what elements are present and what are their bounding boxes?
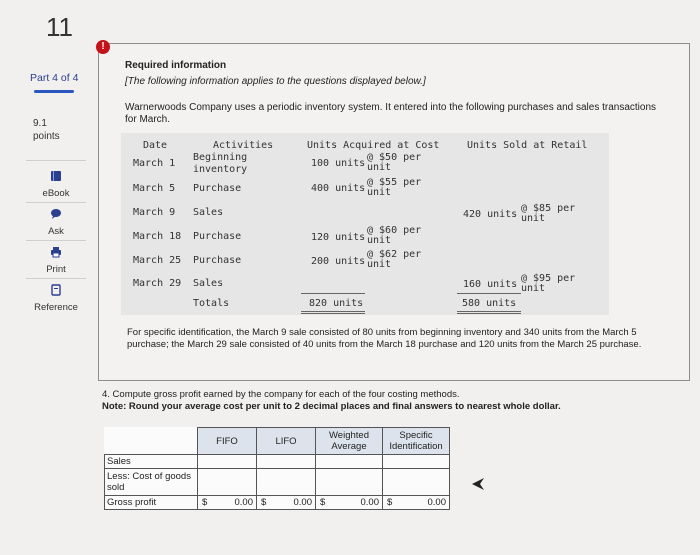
total-units-acquired: 820 units [309, 298, 364, 309]
transactions-table [121, 133, 609, 315]
info-note: [The following information applies to the questions displayed below.] [125, 76, 426, 87]
total-rule [301, 293, 365, 294]
row-activity: Purchase [193, 231, 242, 242]
table-row [105, 455, 450, 469]
cogs-weighted-average-input[interactable] [316, 469, 383, 496]
sidebar-divider [26, 160, 86, 161]
total-double-rule [301, 313, 365, 314]
table-row [105, 469, 450, 496]
sidebar-divider [26, 202, 86, 203]
header-date: Date [143, 140, 168, 151]
sidebar-item-ebook[interactable] [30, 170, 82, 199]
row-activity: Sales [193, 278, 224, 289]
sales-lifo-input[interactable] [257, 455, 316, 469]
row-retail-price: @ $85 per [521, 203, 576, 214]
currency-symbol: $ [387, 497, 393, 508]
currency-symbol: $ [261, 497, 267, 508]
question-note: Note: Round your average cost per unit to 2 decimal places and final answers to nearest whole dollar. [102, 400, 561, 412]
col-header-fifo: FIFO [198, 428, 257, 455]
sidebar-divider [26, 278, 86, 279]
row-unit-cost: @ $55 per [367, 177, 422, 188]
gross-profit-fifo [198, 496, 257, 510]
sales-fifo-input[interactable] [198, 455, 257, 469]
row-units-acquired: 400 units [311, 183, 366, 194]
gross-profit-specific-identification [383, 496, 450, 510]
currency-symbol: $ [320, 497, 326, 508]
row-label-sales: Sales [105, 455, 198, 469]
row-date: March 9 [133, 207, 176, 218]
book-icon [30, 170, 82, 185]
row-units-acquired: 200 units [311, 256, 366, 267]
intro-text: Warnerwoods Company uses a periodic inventory system. It entered into the following purchases and sales transactions for March. [125, 102, 657, 125]
part-progress-bar [34, 90, 74, 93]
currency-symbol: $ [202, 497, 208, 508]
printer-icon [30, 246, 82, 261]
sidebar-item-label: Print [46, 264, 66, 275]
total-double-rule [457, 311, 521, 312]
row-unit-cost: unit [367, 259, 392, 270]
row-unit-cost: @ $60 per [367, 225, 422, 236]
points-value: 9.1 [33, 118, 47, 129]
row-date: March 5 [133, 183, 176, 194]
total-units-sold: 580 units [462, 298, 517, 309]
row-activity: inventory [193, 164, 248, 175]
question-prompt: 4. Compute gross profit earned by the company for each of the four costing methods. [102, 389, 460, 400]
col-header-weighted-average: Weighted Average [316, 428, 383, 455]
row-retail-price: unit [521, 283, 546, 294]
part-indicator: Part 4 of 4 [30, 72, 79, 84]
alert-icon: ! [96, 40, 110, 54]
row-unit-cost: unit [367, 235, 392, 246]
row-activity: Purchase [193, 255, 242, 266]
gross-profit-value: 0.00 [427, 497, 446, 508]
sales-specific-identification-input[interactable] [383, 455, 450, 469]
points-info [33, 117, 60, 143]
document-icon [26, 284, 86, 299]
gross-profit-value: 0.00 [293, 497, 312, 508]
sidebar-item-label: Reference [34, 302, 78, 313]
mouse-pointer-icon [470, 476, 486, 497]
row-unit-cost: @ $50 per [367, 152, 422, 163]
row-unit-cost: @ $62 per [367, 249, 422, 260]
row-date: March 25 [133, 255, 182, 266]
sidebar-item-print[interactable] [30, 246, 82, 275]
row-label-gross-profit: Gross profit [105, 496, 198, 510]
required-information-panel [98, 43, 690, 381]
sidebar-item-label: eBook [42, 188, 70, 199]
row-label-cogs: Less: Cost of goods sold [105, 469, 198, 496]
row-activity: Sales [193, 207, 224, 218]
col-header-lifo: LIFO [257, 428, 316, 455]
required-heading: Required information [125, 60, 227, 71]
table-row [105, 496, 450, 510]
sidebar-item-label: Ask [48, 226, 64, 237]
sidebar-item-reference[interactable] [26, 284, 86, 313]
row-retail-price: unit [521, 213, 546, 224]
corner-cell [105, 428, 198, 455]
row-units-acquired: 100 units [311, 158, 366, 169]
header-units-acquired: Units Acquired at Cost [307, 140, 440, 151]
row-unit-cost: unit [367, 187, 392, 198]
gross-profit-weighted-average [316, 496, 383, 510]
cogs-fifo-input[interactable] [198, 469, 257, 496]
row-date: March 1 [133, 158, 176, 169]
sidebar-item-ask[interactable] [30, 208, 82, 237]
sales-weighted-average-input[interactable] [316, 455, 383, 469]
row-activity: Purchase [193, 183, 242, 194]
gross-profit-value: 0.00 [360, 497, 379, 508]
gross-profit-lifo [257, 496, 316, 510]
row-activity: Beginning [193, 152, 248, 163]
gross-profit-value: 0.00 [234, 497, 253, 508]
totals-label: Totals [193, 298, 230, 309]
cogs-specific-identification-input[interactable] [383, 469, 450, 496]
speech-bubble-icon [30, 208, 82, 223]
row-units-sold: 420 units [463, 209, 518, 220]
sidebar-divider [26, 240, 86, 241]
row-retail-price: @ $95 per [521, 273, 576, 284]
header-activities: Activities [213, 140, 274, 151]
question-number: 11 [46, 12, 73, 42]
points-label: points [33, 131, 60, 142]
question-4 [102, 389, 561, 412]
col-header-specific-identification: Specific Identification [383, 428, 450, 455]
row-units-sold: 160 units [463, 279, 518, 290]
gross-profit-table [104, 427, 450, 510]
total-rule [457, 293, 521, 294]
row-unit-cost: unit [367, 162, 392, 173]
total-double-rule [301, 311, 365, 312]
total-double-rule [457, 313, 521, 314]
specific-identification-note: For specific identification, the March 9 sale consisted of 80 units from beginning inventory and 340 units from the March 5 purchase; the March 29 sale consisted of 40 units from the March 18 purchase and 120 units from the March 25 purchase. [127, 327, 642, 350]
cogs-lifo-input[interactable] [257, 469, 316, 496]
row-units-acquired: 120 units [311, 232, 366, 243]
header-units-sold: Units Sold at Retail [467, 140, 588, 151]
row-date: March 18 [133, 231, 182, 242]
row-date: March 29 [133, 278, 182, 289]
